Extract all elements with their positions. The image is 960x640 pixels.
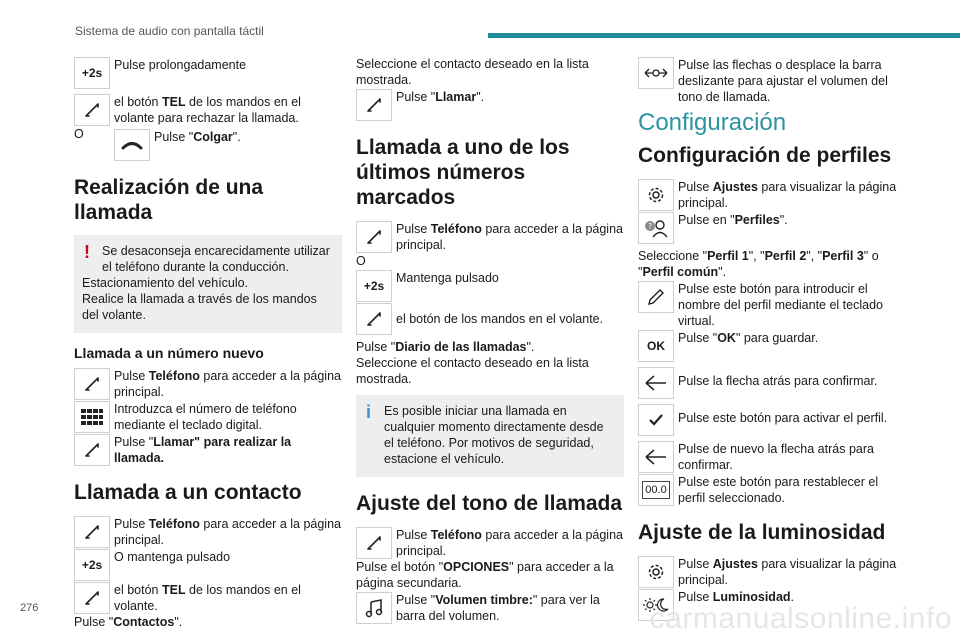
page-number: 276	[20, 602, 39, 614]
instruction-row	[74, 515, 342, 548]
instruction-row	[74, 548, 342, 581]
phone-icon	[74, 434, 110, 466]
section-heading: Realización de una llamada	[74, 176, 264, 224]
instruction-text: el botón TEL de los mandos en el volante para rechazar la llamada.	[114, 95, 301, 125]
instruction-text: Pulse "Colgar".	[154, 130, 241, 144]
hang-up-icon	[114, 129, 150, 161]
instruction-row	[638, 211, 906, 244]
instruction-text: Pulse este botón para restablecer el perfil seleccionado.	[678, 475, 879, 505]
long-press-icon: +2s	[74, 549, 110, 581]
column-3	[638, 56, 906, 621]
instruction-text: Pulse "Llamar".	[396, 90, 485, 104]
instruction-row	[638, 178, 906, 211]
instruction-row	[356, 220, 624, 253]
header-accent-bar	[488, 33, 960, 38]
instruction-text: Pulse en "Perfiles".	[678, 213, 788, 227]
instruction-row	[74, 128, 342, 161]
instruction-text: Pulse Teléfono para acceder a la página principal.	[396, 222, 623, 252]
instruction-text: Pulse prolongadamente	[114, 58, 247, 72]
instruction-row	[74, 93, 342, 126]
instruction-text: Seleccione el contacto deseado en la lista mostrada.	[356, 57, 589, 87]
phone-icon	[74, 94, 110, 126]
column-2	[356, 56, 624, 624]
instruction-text: Pulse "Contactos".	[74, 615, 183, 629]
info-note: i Es posible iniciar una llamada en cualquier momento directamente desde el teléfono. Por motivos de seguridad, estacione el vehículo.	[356, 395, 624, 477]
back-arrow-icon	[638, 367, 674, 399]
phone-icon	[74, 516, 110, 548]
column-1	[74, 56, 342, 630]
instruction-text: Pulse la flecha atrás para confirmar.	[678, 374, 878, 388]
warning-icon: !	[84, 242, 90, 262]
long-press-icon: +2s	[74, 57, 110, 89]
instruction-row	[74, 400, 342, 433]
running-header: Sistema de audio con pantalla táctil	[75, 24, 264, 38]
instruction-row	[356, 591, 624, 624]
section-heading: Configuración de perfiles	[638, 144, 892, 167]
section-heading: Llamada a uno de los últimos números marcados	[356, 136, 570, 209]
phone-icon	[356, 89, 392, 121]
back-arrow-icon	[638, 441, 674, 473]
phone-icon	[74, 582, 110, 614]
instruction-text: Pulse de nuevo la flecha atrás para confirmar.	[678, 442, 874, 472]
instruction-row	[356, 269, 624, 302]
instruction-row	[638, 280, 906, 329]
instruction-row	[638, 329, 906, 362]
section-heading: Ajuste del tono de llamada	[356, 492, 623, 515]
music-icon	[356, 592, 392, 624]
check-icon	[638, 404, 674, 436]
instruction-text: Pulse "OK" para guardar.	[678, 331, 819, 345]
info-icon: i	[366, 402, 372, 422]
reset-icon: 00.0	[638, 474, 674, 506]
instruction-text: Pulse Teléfono para acceder a la página principal.	[114, 369, 341, 399]
profile-icon	[638, 212, 674, 244]
phone-icon	[356, 527, 392, 559]
instruction-text: Pulse "Volumen timbre:" para ver la barra del volumen.	[396, 593, 600, 623]
ok-icon: OK	[638, 330, 674, 362]
instruction-text: Pulse Teléfono para acceder a la página principal.	[114, 517, 341, 547]
instruction-row	[638, 440, 906, 473]
section-heading: Ajuste de la luminosidad	[638, 521, 886, 544]
chapter-heading: Configuración	[638, 109, 787, 136]
gear-icon	[638, 179, 674, 211]
phone-icon	[356, 303, 392, 335]
instruction-text: el botón de los mandos en el volante.	[396, 312, 604, 326]
instruction-row	[638, 403, 906, 436]
instruction-row	[74, 56, 342, 89]
instruction-text: Pulse Ajustes para visualizar la página principal.	[678, 180, 897, 210]
instruction-row	[356, 302, 624, 335]
slider-arrows-icon	[638, 57, 674, 89]
or-label: O	[74, 127, 84, 141]
watermark: carmanualsonline.info	[649, 602, 952, 635]
instruction-text: Pulse "Diario de las llamadas".	[356, 340, 535, 354]
instruction-text: Seleccione "Perfil 1", "Perfil 2", "Perfil 3" o "Perfil común".	[638, 249, 879, 279]
or-label: O	[356, 254, 366, 268]
gear-icon	[638, 556, 674, 588]
instruction-text: el botón TEL de los mandos en el volante.	[114, 583, 301, 613]
long-press-icon: +2s	[356, 270, 392, 302]
svg-text:?: ?	[648, 222, 653, 231]
instruction-row	[638, 56, 906, 105]
warning-note: ! Se desaconseja encarecidamente utilizar el teléfono durante la conducción. Estacionamiento del vehículo. Realice la llamada a través de los mandos del volante.	[74, 235, 342, 333]
instruction-text: Seleccione el contacto deseado en la lista mostrada.	[356, 356, 589, 386]
instruction-row	[74, 433, 342, 466]
instruction-text: Pulse Teléfono para acceder a la página principal.	[396, 528, 623, 558]
instruction-row	[638, 555, 906, 588]
instruction-row	[638, 473, 906, 506]
phone-icon	[356, 221, 392, 253]
instruction-text: O mantenga pulsado	[114, 550, 231, 564]
instruction-row	[74, 581, 342, 614]
instruction-text: Pulse las flechas o desplace la barra deslizante para ajustar el volumen del tono de llamada.	[678, 58, 888, 104]
instruction-text: Pulse Ajustes para visualizar la página principal.	[678, 557, 897, 587]
keypad-icon	[74, 401, 110, 433]
subsection-heading: Llamada a un número nuevo	[74, 345, 264, 361]
instruction-row	[356, 526, 624, 559]
instruction-text: Pulse Luminosidad.	[678, 590, 795, 604]
instruction-row	[638, 366, 906, 399]
instruction-row	[74, 367, 342, 400]
section-heading: Llamada a un contacto	[74, 481, 302, 504]
instruction-text: Introduzca el número de teléfono mediante el teclado digital.	[114, 402, 297, 432]
instruction-text: Pulse "Llamar" para realizar la llamada.	[114, 435, 292, 465]
instruction-text: Pulse este botón para activar el perfil.	[678, 411, 888, 425]
instruction-row	[356, 88, 624, 121]
instruction-text: Pulse el botón "OPCIONES" para acceder a la página secundaria.	[356, 560, 614, 590]
phone-icon	[74, 368, 110, 400]
pencil-icon	[638, 281, 674, 313]
instruction-text: Mantenga pulsado	[396, 271, 499, 285]
instruction-text: Pulse este botón para introducir el nombre del perfil mediante el teclado virtual.	[678, 282, 883, 328]
